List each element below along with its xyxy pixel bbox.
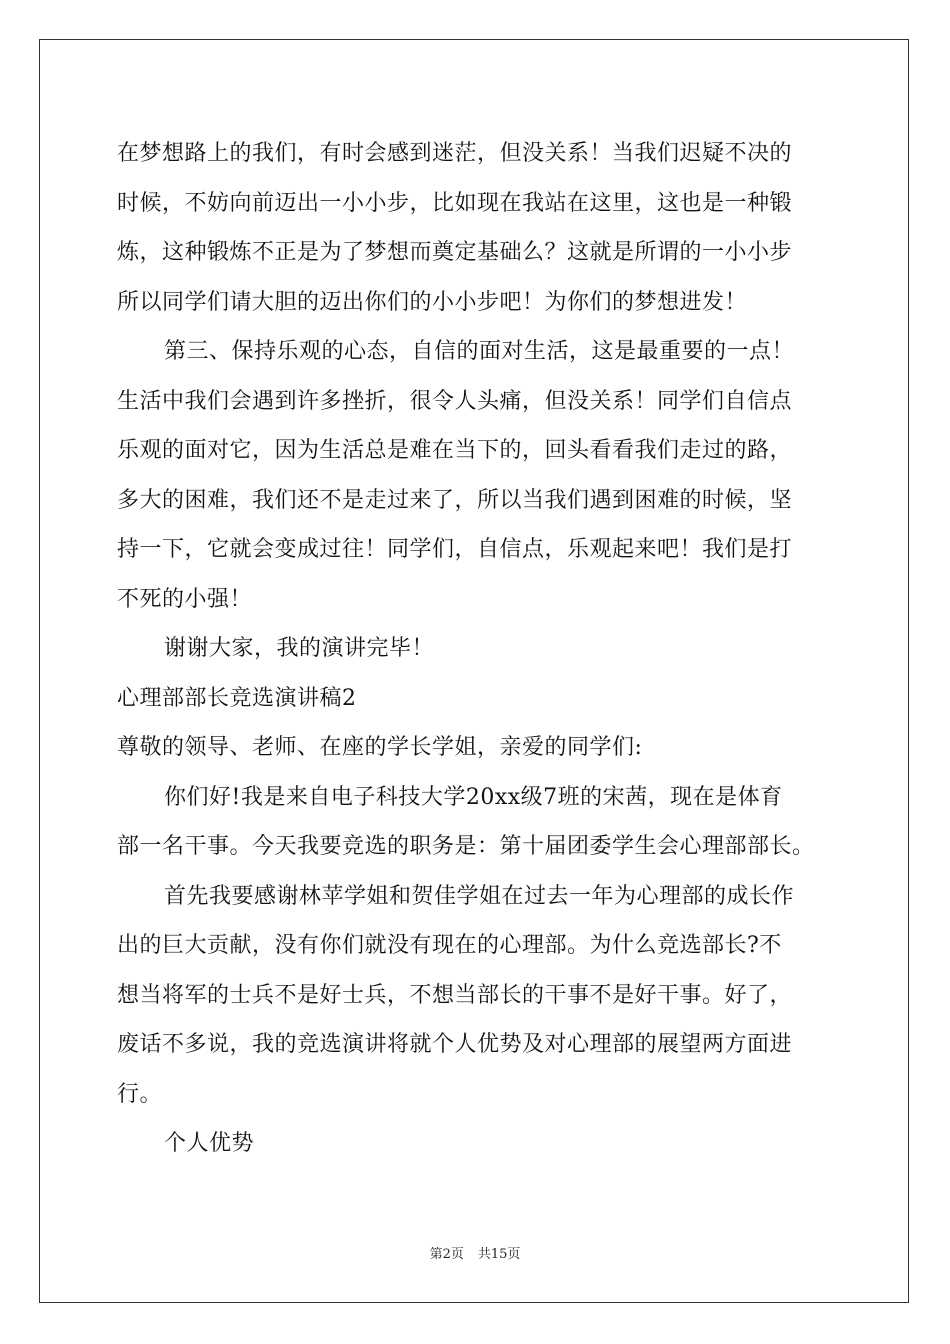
text-line: 首先我要感谢林苹学姐和贺佳学姐在过去一年为心理部的成长作: [164, 883, 795, 909]
text-line: 你们好!我是来自电子科技大学20xx级7班的宋茜，现在是体育: [164, 784, 783, 810]
text-line: 生活中我们会遇到许多挫折，很令人头痛，但没关系！同学们自信点: [117, 388, 793, 414]
text-line: 在梦想路上的我们，有时会感到迷茫，但没关系！当我们迟疑不决的: [117, 141, 793, 166]
text-line: 乐观的面对它，因为生活总是难在当下的，回头看看我们走过的路，: [117, 438, 793, 463]
text-line: 炼，这种锻炼不正是为了梦想而奠定基础么？这就是所谓的一小小步: [117, 240, 793, 265]
text-line: 不死的小强！: [117, 586, 253, 612]
text-line: 废话不多说，我的竞选演讲将就个人优势及对心理部的展望两方面进: [117, 1032, 793, 1057]
document-body: [117, 129, 837, 1169]
text-line: 行。: [117, 1081, 163, 1107]
text-line: 出的巨大贡献，没有你们就没有现在的心理部。为什么竞选部长?不: [117, 933, 782, 958]
text-line: 多大的困难，我们还不是走过来了，所以当我们遇到困难的时候，坚: [117, 487, 793, 513]
page-total: 共15页: [477, 1247, 521, 1262]
text-line: 部一名干事。今天我要竞选的职务是：第十届团委学生会心理部部长。: [117, 834, 815, 859]
text-line: 想当将军的士兵不是好士兵，不想当部长的干事不是好干事。好了，: [117, 982, 793, 1008]
section-title: 心理部部长竞选演讲稿2: [117, 685, 357, 711]
page-number: 第2页: [429, 1247, 464, 1262]
text-line: 第三、保持乐观的心态，自信的面对生活，这是最重要的一点！: [164, 339, 795, 364]
salutation: 尊敬的领导、老师、在座的学长学姐，亲爱的同学们:: [117, 735, 643, 760]
subheading: 个人优势: [164, 1131, 255, 1156]
page-footer: [0, 1243, 950, 1262]
text-line: 持一下，它就会变成过往！同学们，自信点，乐观起来吧！我们是打: [117, 537, 793, 562]
text-line: 谢谢大家，我的演讲完毕！: [164, 636, 435, 661]
text-line: 时候，不妨向前迈出一小小步，比如现在我站在这里，这也是一种锻: [117, 190, 793, 216]
text-line: 所以同学们请大胆的迈出你们的小小步吧！为你们的梦想进发！: [117, 289, 748, 315]
